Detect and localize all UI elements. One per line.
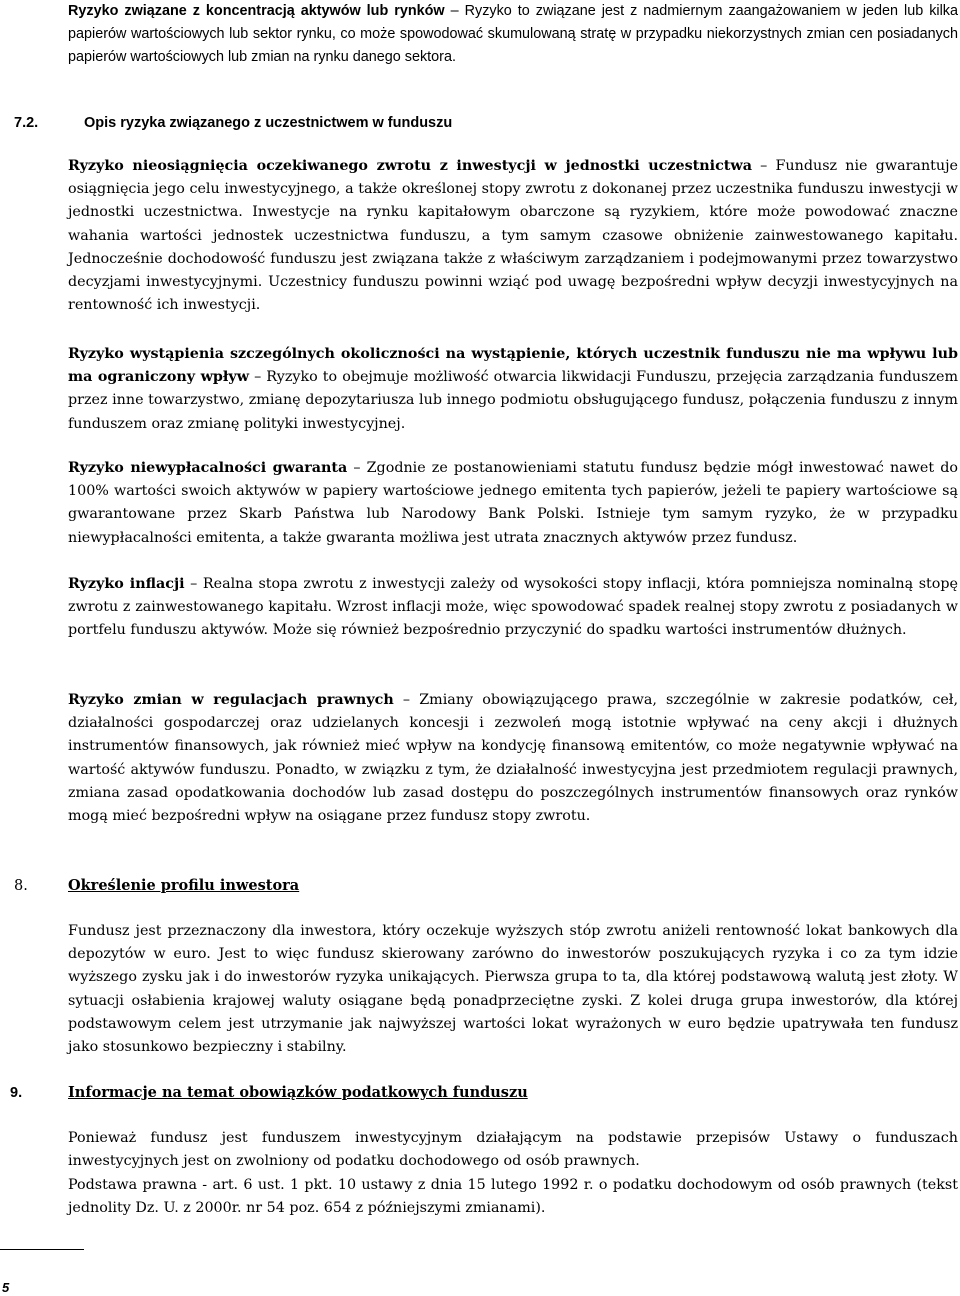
risk-guarantor-title: Ryzyko niewypłacalności gwaranta [68, 460, 348, 476]
risk-concentration-text: – Ryzyko to związane jest z nadmiernym zaangażowaniem w jeden lub kilka papierów wartościowych lub sektor rynku, co może spowodować skumulowaną stratę w przypadku niekorzystnych zmian cen posiadanych papierów wartościowych lub zmian na rynku danego sektora. [68, 3, 959, 66]
risk-regulation-paragraph [68, 689, 958, 828]
page-number: 5 [2, 1280, 10, 1295]
section-9-paragraph-2: Podstawa prawna - art. 6 ust. 1 pkt. 10 ustawy z dnia 15 lutego 1992 r. o podatku dochodowym od osób prawnych (tekst jednolity Dz. U. z 2000r. nr 54 poz. 654 z późniejszymi zmianami). [68, 1177, 958, 1217]
risk-circumstances-title: Ryzyko wystąpienia szczególnych okoliczności na wystąpienie, których uczestnik funduszu nie ma wpływu lub ma ograniczony wpływ [68, 346, 958, 386]
footnote-divider [0, 1249, 84, 1250]
section-9-number: 9. [10, 1085, 23, 1101]
section-9-title: Informacje na temat obowiązków podatkowych funduszu [68, 1084, 528, 1101]
risk-regulation-title: Ryzyko zmian w regulacjach prawnych [68, 692, 394, 708]
section-8-number: 8. [14, 878, 28, 894]
risk-return-title: Ryzyko nieosiągnięcia oczekiwanego zwrotu z inwestycji w jednostki uczestnictwa [68, 158, 752, 174]
risk-return-paragraph [68, 155, 958, 317]
risk-inflation-text: – Realna stopa zwrotu z inwestycji zależy od wysokości stopy inflacji, która pomniejsza nominalną stopę zwrotu z zainwestowanego kapitału. Wzrost inflacji może, więc spowodować spadek realnej stopy zwrotu z posiadanych w portfelu funduszu aktywów. Może się również bezpośrednio przyczynić do spadku wartości instrumentów dłużnych. [68, 576, 959, 639]
risk-return-text: – Fundusz nie gwarantuje osiągnięcia jego celu inwestycyjnego, a także określonej stopy zwrotu z dokonanej przez uczestnika funduszu inwestycji w jednostki uczestnictwa. Inwestycje na rynku kapitałowym obarczone są ryzykiem, które może powodować znaczne wahania wartości jednostek uczestnictwa funduszu, a tym samym czasowe obniżenie zainwestowanego kapitału. Jednocześnie dochodowość funduszu jest związana także z właściwym zarządzaniem i podejmowanymi przez towarzystwo decyzjami inwestycyjnymi. Uczestnicy funduszu powinni wziąć pod uwagę bezpośredni wpływ decyzji inwestycyjnych na rentowność ich inwestycji. [68, 158, 958, 314]
section-7-2-number: 7.2. [14, 115, 39, 131]
risk-guarantor-paragraph [68, 457, 958, 550]
risk-circumstances-paragraph [68, 343, 958, 436]
section-9-paragraph-1: Ponieważ fundusz jest funduszem inwestycyjnym działającym na podstawie przepisów Ustawy o funduszach inwestycyjnych jest on zwolniony od podatku dochodowego od osób prawnych. [68, 1130, 958, 1170]
risk-concentration-paragraph [68, 0, 958, 70]
section-8-title: Określenie profilu inwestora [68, 877, 300, 894]
risk-regulation-text: – Zmiany obowiązującego prawa, szczególnie w zakresie podatków, ceł, działalności gospodarczej oraz udzielanych koncesji i zezwoleń mogą istotnie wpływać na ceny akcji i dłużnych instrumentów finansowych, jak również mieć wpływ na kondycję finansową emitentów, co może negatywnie wpływać na wartość aktywów funduszu. Ponadto, w związku z tym, że działalność inwestycyjna jest przedmiotem regulacji prawnych, zmiana zasad opodatkowania dochodów lub zasad dostępu do poszczególnych instrumentów finansowych oraz rynków mogą mieć bezpośredni wpływ na osiągane przez fundusz stopy zwrotu. [68, 692, 958, 825]
risk-circumstances-text: – Ryzyko to obejmuje możliwość otwarcia likwidacji Funduszu, przejęcia zarządzania funduszem przez inne towarzystwo, zmianę depozytariusza lub innego podmiotu obsługującego fundusz, połączenia funduszu z innym funduszem oraz zmianę polityki inwestycyjnej. [68, 369, 959, 432]
risk-guarantor-text: – Zgodnie ze postanowieniami statutu fundusz będzie mógł inwestować nawet do 100% wartości swoich aktywów w papiery wartościowe jednego emitenta tych papierów, jeżeli te papiery wartościowe są gwarantowane przez Skarb Państwa lub Narodowy Bank Polski. Istnieje tym samym ryzyko, że w przypadku niewypłacalności emitenta, a także gwaranta możliwa jest utrata znacznych aktywów przez fundusz. [68, 460, 958, 546]
section-8-paragraph: Fundusz jest przeznaczony dla inwestora, który oczekuje wyższych stóp zwrotu aniżeli rentowność lokat bankowych dla depozytów w euro. Jest to więc fundusz skierowany zarówno do inwestorów poszukujących ryzyka i co za tym idzie wyższego zysku jak i do inwestorów ryzyka unikających. Pierwsza grupa to ta, dla której podstawową walutą jest złoty. W sytuacji osłabienia krajowej waluty osiągane będą ponadprzeciętne zyski. Z kolei druga grupa inwestorów, dla której podstawowym celem jest utrzymanie jak najwyższej wartości lokat wyrażonych w euro będzie upatrywała ten fundusz jako stosunkowo bezpieczny i stabilny. [68, 923, 958, 1056]
risk-inflation-paragraph [68, 573, 958, 643]
section-7-2-title: Opis ryzyka związanego z uczestnictwem w funduszu [84, 115, 453, 131]
risk-inflation-title: Ryzyko inflacji [68, 576, 185, 592]
risk-concentration-title: Ryzyko związane z koncentracją aktywów lub rynków [68, 3, 445, 19]
